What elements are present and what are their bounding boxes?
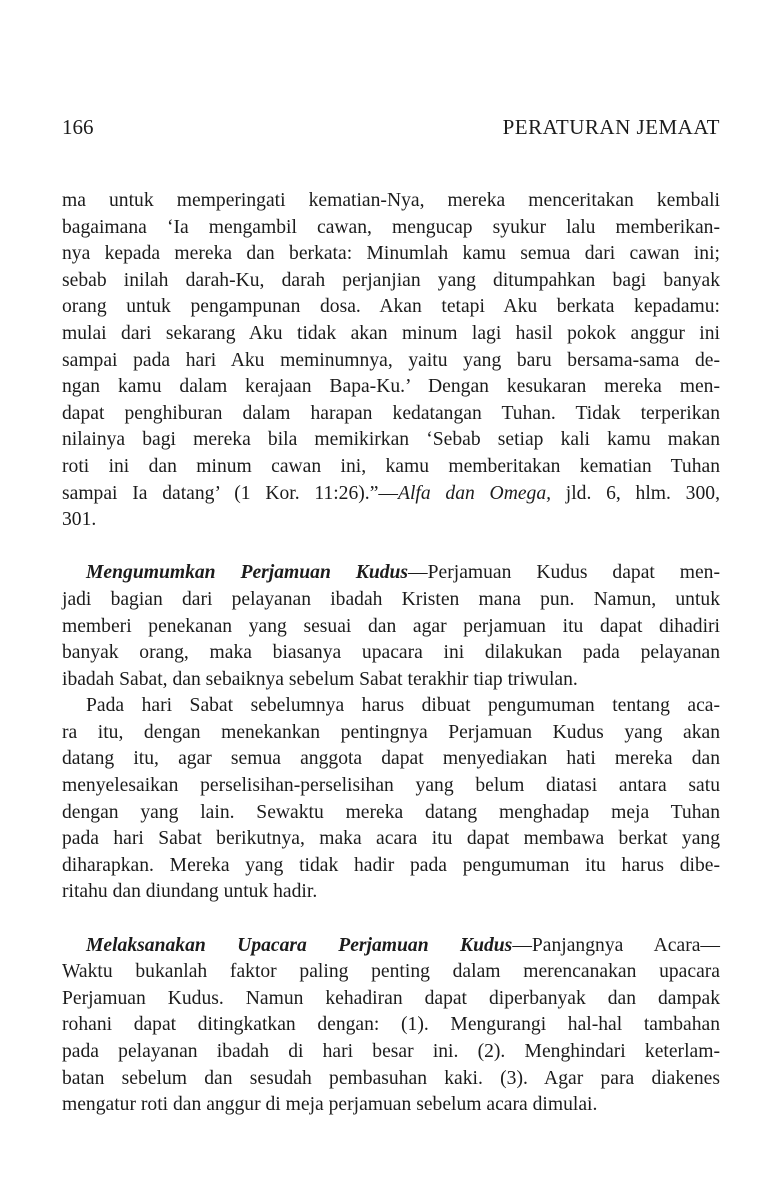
text-line-citation xyxy=(62,481,720,508)
citation-prefix: sampai Ia datang’ (1 Kor. 11:26).”— xyxy=(62,482,398,504)
text-line: 301. xyxy=(62,509,97,531)
text-line: diharapkan. Mereka yang tidak hadir pada pengumuman itu harus dibe- xyxy=(62,854,720,876)
text-line: Pada hari Sabat sebelumnya harus dibuat pengumuman tentang aca- xyxy=(86,695,720,717)
text-line: Perjamuan Kudus. Namun kehadiran dapat diperbanyak dan dampak xyxy=(62,987,720,1009)
text-line: roti ini dan minum cawan ini, kamu memberitakan kematian Tuhan xyxy=(62,455,720,477)
text-line: nilainya bagi mereka bila memikirkan ‘Sebab setiap kali kamu makan xyxy=(62,429,720,451)
text-line: ritahu dan diundang untuk hadir. xyxy=(62,881,318,903)
text-line: mengatur roti dan anggur di meja perjamuan sebelum acara dimulai. xyxy=(62,1094,598,1116)
section-first-line xyxy=(62,933,720,960)
text-line: rohani dapat ditingkatkan dengan: (1). Mengurangi hal-hal tambahan xyxy=(62,1014,720,1036)
book-page xyxy=(62,114,720,1119)
text-line: nya kepada mereka dan berkata: Minumlah kamu semua dari cawan ini; xyxy=(62,243,720,265)
text-line: orang untuk pengampunan dosa. Akan tetapi Aku berkata kepadamu: xyxy=(62,296,720,318)
paragraph-announcement xyxy=(62,693,720,906)
text-line: jadi bagian dari pelayanan ibadah Kristen mana pun. Namun, untuk xyxy=(62,588,720,610)
text-line: ngan kamu dalam kerajaan Bapa-Ku.’ Dengan kesukaran mereka men- xyxy=(62,376,720,398)
section-heading: Melaksanakan Upacara Perjamuan Kudus xyxy=(86,934,513,956)
section-heading: Mengumumkan Perjamuan Kudus xyxy=(86,562,409,584)
text-line: pada hari Sabat berikutnya, maka acara itu dapat membawa berkat yang xyxy=(62,828,720,850)
text-line: Waktu bukanlah faktor paling penting dalam merencanakan upacara xyxy=(62,961,720,983)
section-heading-rest: —Panjangnya Acara— xyxy=(512,934,721,956)
text-line: bagaimana ‘Ia mengambil cawan, mengucap syukur lalu memberikan- xyxy=(62,216,720,238)
text-line: ra itu, dengan menekankan pentingnya Perjamuan Kudus yang akan xyxy=(62,721,720,743)
section-first-line xyxy=(62,560,720,587)
section-heading-rest: —Perjamuan Kudus dapat men- xyxy=(408,562,721,584)
running-header xyxy=(62,114,720,140)
text-line: menyelesaikan perselisihan-perselisihan yang belum diatasi antara satu xyxy=(62,775,720,797)
text-line: ma untuk memperingati kematian-Nya, mereka menceritakan kembali xyxy=(62,190,720,211)
text-line: batan sebelum dan sesudah pembasuhan kaki. (3). Agar para diakenes xyxy=(62,1067,720,1089)
text-line: datang itu, agar semua anggota dapat menyediakan hati mereka dan xyxy=(62,748,720,770)
running-title: PERATURAN JEMAAT xyxy=(502,115,720,139)
text-line: mulai dari sekarang Aku tidak akan minum lagi hasil pokok anggur ini xyxy=(62,322,720,344)
text-line: dengan yang lain. Sewaktu mereka datang menghadap meja Tuhan xyxy=(62,801,720,823)
text-line: dapat penghiburan dalam harapan kedatangan Tuhan. Tidak terperikan xyxy=(62,402,720,424)
paragraph-quote-continuation xyxy=(62,188,720,534)
section-announcing-communion xyxy=(62,560,720,693)
citation-source-title: Alfa dan Omega, xyxy=(398,482,552,504)
text-line: banyak orang, maka biasanya upacara ini dilakukan pada pelayanan xyxy=(62,642,720,664)
citation-reference: jld. 6, hlm. 300, xyxy=(551,482,720,504)
section-conducting-communion xyxy=(62,933,720,1119)
body-text xyxy=(62,188,720,1119)
text-line: sebab inilah darah-Ku, darah perjanjian yang ditumpahkan bagi banyak xyxy=(62,269,720,291)
text-line: ibadah Sabat, dan sebaiknya sebelum Sabat terakhir tiap triwulan. xyxy=(62,668,578,690)
text-line: memberi penekanan yang sesuai dan agar perjamuan itu dapat dihadiri xyxy=(62,615,720,637)
text-line: sampai pada hari Aku meminumnya, yaitu yang baru bersama-sama de- xyxy=(62,349,720,371)
page-number: 166 xyxy=(62,115,94,139)
text-line: pada pelayanan ibadah di hari besar ini. (2). Menghindari keterlam- xyxy=(62,1041,720,1062)
